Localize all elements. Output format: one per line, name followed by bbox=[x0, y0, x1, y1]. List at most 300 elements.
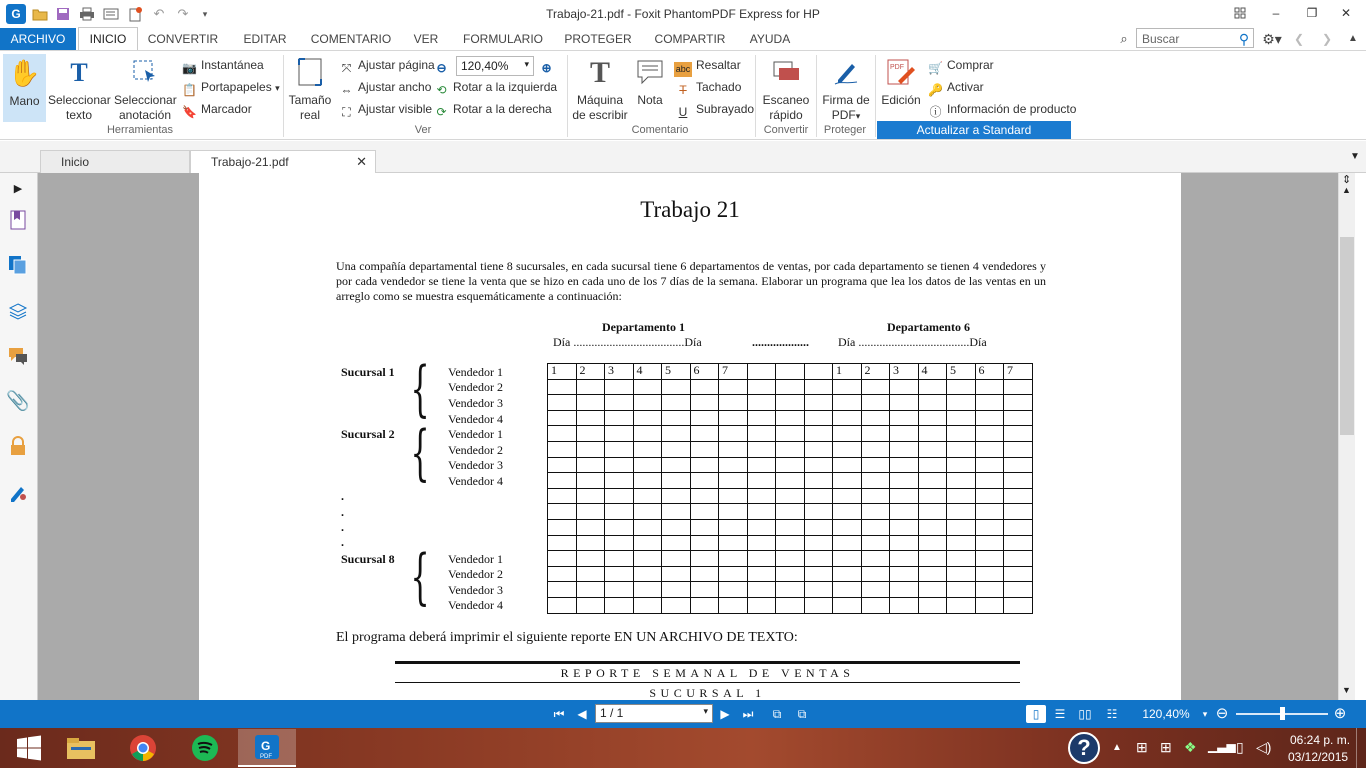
zoom-in-icon[interactable]: ⊕ bbox=[1333, 705, 1347, 722]
grid-cell bbox=[804, 364, 833, 380]
pdf-sign-dropdown-icon: ▾ bbox=[855, 111, 861, 121]
grid-cell bbox=[662, 582, 691, 598]
select-annotation-label-1: Seleccionar bbox=[114, 93, 177, 107]
highlight-label: Resaltar bbox=[696, 58, 741, 72]
grid-cell bbox=[633, 597, 662, 613]
grid-cell: 3 bbox=[890, 364, 919, 380]
grid-cell bbox=[776, 551, 805, 567]
ribbon-display-icon[interactable] bbox=[1220, 0, 1260, 26]
layers-panel-icon[interactable] bbox=[5, 298, 31, 324]
grid-cell bbox=[776, 582, 805, 598]
grid-cell bbox=[1004, 566, 1033, 582]
grid-cell bbox=[690, 379, 719, 395]
group-separator bbox=[816, 55, 817, 137]
grid-cell bbox=[1004, 551, 1033, 567]
signatures-panel-icon[interactable] bbox=[5, 479, 31, 505]
select-text-icon: T bbox=[70, 57, 88, 87]
grid-cell bbox=[975, 473, 1004, 489]
underline-label: Subrayado bbox=[696, 102, 755, 116]
select-annotation-button[interactable] bbox=[114, 55, 176, 123]
clipboard-label: Portapapeles bbox=[201, 80, 272, 94]
typewriter-button[interactable] bbox=[570, 55, 630, 123]
grid-cell bbox=[1004, 535, 1033, 551]
zoom-in-button[interactable] bbox=[539, 55, 558, 75]
grid-cell bbox=[576, 566, 605, 582]
svg-text:PDF: PDF bbox=[890, 64, 904, 71]
grid-cell bbox=[776, 504, 805, 520]
zoom-input[interactable] bbox=[456, 56, 534, 76]
grid-cell bbox=[548, 379, 577, 395]
forward-icon[interactable]: ❯ bbox=[1321, 32, 1333, 46]
fit-width-button[interactable] bbox=[339, 77, 431, 97]
network-icon[interactable]: ▁▃▅ bbox=[1208, 739, 1236, 753]
continuous-icon[interactable]: ☰ bbox=[1054, 707, 1066, 721]
grid-cell bbox=[833, 566, 862, 582]
underline-button[interactable] bbox=[674, 99, 754, 119]
clock-time[interactable]: 06:24 p. m. bbox=[1290, 733, 1351, 747]
next-page-icon[interactable]: ▶ bbox=[720, 707, 730, 721]
undo-icon[interactable]: ↶ bbox=[153, 6, 165, 21]
spotify-icon[interactable] bbox=[176, 729, 234, 767]
activate-label: Activar bbox=[947, 80, 984, 94]
battery-icon[interactable]: ▯ bbox=[1236, 739, 1244, 755]
grid-cell bbox=[662, 457, 691, 473]
group-convert-label: Convertir bbox=[763, 124, 809, 136]
document-tabs bbox=[0, 141, 1366, 173]
tab-start-page[interactable]: Inicio bbox=[40, 150, 190, 174]
grid-cell bbox=[1004, 457, 1033, 473]
grid-cell bbox=[833, 519, 862, 535]
grid-cell bbox=[633, 395, 662, 411]
scroll-up-icon[interactable]: ▲ bbox=[1342, 185, 1351, 195]
grid-cell bbox=[833, 457, 862, 473]
pen-icon bbox=[829, 55, 863, 89]
window-title: Trabajo-21.pdf - Foxit PhantomPDF Express for HP bbox=[546, 7, 820, 21]
grid-cell bbox=[861, 426, 890, 442]
grid-cell bbox=[662, 597, 691, 613]
grid-cell bbox=[548, 504, 577, 520]
grid-cell bbox=[975, 566, 1004, 582]
grid-cell bbox=[633, 504, 662, 520]
zoom-dropdown-icon[interactable]: ▾ bbox=[1202, 709, 1208, 719]
grid-cell bbox=[576, 519, 605, 535]
grid-cell bbox=[975, 379, 1004, 395]
continuous-facing-icon[interactable]: ☷ bbox=[1106, 707, 1118, 721]
grid-cell bbox=[548, 457, 577, 473]
grid-row bbox=[548, 519, 1033, 535]
quick-scan-button[interactable] bbox=[758, 55, 814, 123]
group-separator bbox=[875, 55, 876, 137]
status-bar bbox=[0, 700, 1366, 728]
grid-cell: 4 bbox=[918, 364, 947, 380]
tab-document[interactable] bbox=[190, 150, 376, 174]
document-intro: Una compañía departamental tiene 8 sucursales, en cada sucursal tiene 6 departamentos de ventas, por cada departamento se tienen 4 vendedores y por cada vendedor se tiene la venta que se hizo en cada uno de los 7 días de la semana. Elaborar un programa que lea los datos de las ventas en un arreglo como se muestra esquemáticamente a continuación: bbox=[336, 259, 1046, 303]
actual-size-button[interactable] bbox=[287, 55, 333, 123]
grid-cell bbox=[548, 488, 577, 504]
grid-cell bbox=[576, 504, 605, 520]
bookmarks-panel-icon[interactable] bbox=[5, 207, 31, 233]
grid-cell bbox=[747, 426, 776, 442]
tab-comentario[interactable]: COMENTARIO bbox=[310, 32, 392, 46]
bookmark-label: Marcador bbox=[201, 102, 252, 116]
grid-cell bbox=[947, 488, 976, 504]
grid-cell bbox=[747, 597, 776, 613]
grid-cell bbox=[890, 582, 919, 598]
snapshot-button[interactable] bbox=[182, 55, 264, 75]
volume-icon[interactable]: ◁) bbox=[1256, 739, 1272, 755]
tab-ver[interactable]: VER bbox=[413, 32, 439, 46]
zoom-level[interactable]: 120,40% bbox=[1142, 707, 1190, 721]
grid-cell bbox=[605, 379, 634, 395]
grid-cell bbox=[890, 473, 919, 489]
grid-cell bbox=[1004, 410, 1033, 426]
grid-cell bbox=[576, 441, 605, 457]
tab-inicio[interactable]: INICIO bbox=[78, 27, 138, 51]
grid-row bbox=[548, 582, 1033, 598]
continuation-dot: . bbox=[341, 520, 344, 534]
document-viewer[interactable] bbox=[38, 173, 1338, 700]
grid-cell bbox=[833, 441, 862, 457]
note-button[interactable] bbox=[632, 55, 668, 108]
taskbar bbox=[0, 728, 1366, 768]
grid-cell bbox=[1004, 504, 1033, 520]
highlight-icon: abc bbox=[674, 62, 692, 77]
grid-cell bbox=[861, 395, 890, 411]
grid-cell bbox=[576, 473, 605, 489]
fit-visible-label: Ajustar visible bbox=[358, 102, 433, 116]
svg-text:G: G bbox=[261, 739, 271, 753]
grid-row bbox=[548, 473, 1033, 489]
clipboard-dropdown-icon: ▾ bbox=[275, 83, 280, 93]
grid-cell bbox=[833, 488, 862, 504]
grid-cell bbox=[833, 395, 862, 411]
attachments-panel-icon[interactable]: 📎 bbox=[6, 391, 30, 412]
grid-cell bbox=[747, 551, 776, 567]
clipboard-button[interactable] bbox=[182, 77, 280, 97]
scroll-thumb[interactable] bbox=[1340, 237, 1354, 435]
grid-cell bbox=[833, 504, 862, 520]
start-button[interactable] bbox=[0, 729, 58, 767]
gear-icon[interactable]: ⚙▾ bbox=[1262, 31, 1282, 47]
highlight-button[interactable] bbox=[674, 55, 741, 75]
grid-cell bbox=[918, 551, 947, 567]
grid-cell bbox=[833, 410, 862, 426]
grid-cell bbox=[804, 535, 833, 551]
grid-cell bbox=[719, 566, 748, 582]
scanner-icon bbox=[769, 55, 803, 89]
scroll-down-icon[interactable]: ▼ bbox=[1342, 685, 1351, 695]
grid-cell bbox=[1004, 519, 1033, 535]
underline-icon: U bbox=[678, 105, 688, 119]
grid-cell: 7 bbox=[719, 364, 748, 380]
grid-cell bbox=[719, 535, 748, 551]
grid-cell bbox=[918, 519, 947, 535]
grid-cell bbox=[861, 551, 890, 567]
department-1-heading: Departamento 1 bbox=[602, 320, 685, 334]
search-input[interactable]: Buscar bbox=[1136, 28, 1254, 48]
grid-cell: 7 bbox=[1004, 364, 1033, 380]
single-page-icon[interactable]: ▯ bbox=[1026, 705, 1046, 723]
next-view-icon[interactable]: ⧉ bbox=[797, 707, 807, 721]
bookmark-button[interactable] bbox=[182, 99, 252, 119]
grid-cell bbox=[747, 441, 776, 457]
grid-cell bbox=[804, 519, 833, 535]
grid-cell bbox=[1004, 379, 1033, 395]
product-info-button[interactable] bbox=[928, 99, 1076, 119]
tab-formulario[interactable]: FORMULARIO bbox=[462, 32, 543, 46]
rotate-right-icon: ⟳ bbox=[436, 105, 447, 119]
group-separator bbox=[283, 55, 284, 137]
grid-cell bbox=[833, 473, 862, 489]
pdf-sign-label-2 bbox=[820, 108, 872, 124]
grid-cell bbox=[804, 457, 833, 473]
grid-cell bbox=[719, 457, 748, 473]
grid-cell: 1 bbox=[833, 364, 862, 380]
foxit-taskbar-icon[interactable] bbox=[238, 729, 296, 767]
zoom-slider-thumb[interactable] bbox=[1280, 707, 1285, 720]
facing-icon[interactable]: ▯▯ bbox=[1078, 707, 1092, 721]
grid-cell bbox=[633, 410, 662, 426]
tab-convertir[interactable]: CONVERTIR bbox=[147, 32, 219, 46]
hand-tool-button[interactable] bbox=[3, 54, 46, 122]
grid-cell bbox=[719, 597, 748, 613]
branch-label: Sucursal 8 bbox=[341, 552, 395, 566]
grid-cell bbox=[747, 535, 776, 551]
grid-cell bbox=[747, 519, 776, 535]
grid-cell: 6 bbox=[690, 364, 719, 380]
zoom-dropdown-icon[interactable]: ▾ bbox=[524, 59, 529, 69]
security-panel-icon[interactable] bbox=[5, 433, 31, 459]
seller-label: Vendedor 4 bbox=[448, 598, 503, 612]
grid-cell bbox=[947, 551, 976, 567]
rotate-left-button[interactable] bbox=[434, 77, 557, 97]
typewriter-label-2: de escribir bbox=[572, 108, 628, 122]
grid-cell bbox=[833, 582, 862, 598]
tab-ayuda[interactable]: AYUDA bbox=[749, 32, 791, 46]
grid-cell: 3 bbox=[605, 364, 634, 380]
strikeout-button[interactable] bbox=[674, 77, 741, 97]
tab-list-icon[interactable]: ▼ bbox=[1350, 151, 1360, 162]
grid-cell bbox=[975, 519, 1004, 535]
grid-row bbox=[548, 410, 1033, 426]
help-icon[interactable]: ? bbox=[1068, 732, 1100, 764]
close-button[interactable]: ✕ bbox=[1340, 6, 1352, 20]
grid-cell bbox=[633, 426, 662, 442]
bookmark-icon: 🔖 bbox=[182, 105, 197, 119]
pdf-sign-label-1: Firma de bbox=[822, 93, 870, 107]
buy-button[interactable] bbox=[928, 55, 994, 75]
grid-cell bbox=[861, 504, 890, 520]
program-text: El programa deberá imprimir el siguiente reporte EN UN ARCHIVO DE TEXTO: bbox=[336, 630, 798, 645]
fit-visible-button[interactable] bbox=[339, 99, 432, 119]
restore-button[interactable]: ❐ bbox=[1306, 6, 1318, 20]
grid-cell bbox=[918, 426, 947, 442]
navigation-panel bbox=[0, 173, 38, 700]
collapse-ribbon-icon[interactable]: ▲ bbox=[1348, 33, 1358, 44]
dropbox-icon[interactable]: ❖ bbox=[1184, 739, 1197, 755]
chrome-icon[interactable] bbox=[114, 729, 172, 767]
grid-cell bbox=[605, 395, 634, 411]
grid-cell bbox=[861, 582, 890, 598]
rotate-right-button[interactable] bbox=[434, 99, 552, 119]
grid-cell bbox=[890, 566, 919, 582]
grid-cell bbox=[861, 488, 890, 504]
grid-cell bbox=[947, 473, 976, 489]
grid-cell bbox=[747, 379, 776, 395]
actual-size-icon bbox=[293, 55, 327, 89]
grid-cell bbox=[918, 566, 947, 582]
previous-page-icon[interactable]: ◀ bbox=[577, 707, 587, 721]
info-icon: ⓘ bbox=[929, 105, 942, 119]
back-icon[interactable]: ❮ bbox=[1293, 32, 1305, 46]
grid-cell bbox=[576, 551, 605, 567]
ribbon bbox=[0, 50, 1366, 140]
grid-cell bbox=[690, 566, 719, 582]
select-annotation-label-2: anotación bbox=[118, 108, 172, 122]
quick-scan-label-1: Escaneo bbox=[762, 93, 810, 107]
grid-cell bbox=[776, 410, 805, 426]
grid-cell bbox=[576, 379, 605, 395]
grid-cell bbox=[605, 457, 634, 473]
grid-cell bbox=[690, 473, 719, 489]
grid-cell bbox=[719, 395, 748, 411]
grid-cell bbox=[947, 410, 976, 426]
grid-cell bbox=[662, 473, 691, 489]
grid-cell bbox=[975, 551, 1004, 567]
grid-cell bbox=[890, 441, 919, 457]
first-page-icon[interactable]: ⏮ bbox=[553, 707, 565, 721]
grid-cell bbox=[861, 410, 890, 426]
grid-cell bbox=[576, 582, 605, 598]
windows-tray-icon[interactable]: ⊞ bbox=[1160, 739, 1172, 755]
grid-cell bbox=[975, 457, 1004, 473]
grid-cell bbox=[719, 551, 748, 567]
grid-cell bbox=[776, 566, 805, 582]
fit-page-button[interactable] bbox=[339, 55, 435, 75]
grid-cell bbox=[833, 535, 862, 551]
activate-button[interactable] bbox=[928, 77, 984, 97]
grid-cell bbox=[605, 488, 634, 504]
camera-icon: 📷 bbox=[182, 61, 197, 75]
expand-panel-icon[interactable]: ▶ bbox=[13, 182, 23, 195]
grid-cell bbox=[747, 582, 776, 598]
grid-cell bbox=[833, 597, 862, 613]
note-label: Nota bbox=[637, 93, 663, 107]
grid-cell bbox=[548, 519, 577, 535]
grid-cell bbox=[947, 504, 976, 520]
select-text-button[interactable] bbox=[48, 55, 110, 123]
zoom-out-icon[interactable]: ⊖ bbox=[1215, 705, 1229, 722]
page-number-input[interactable] bbox=[595, 704, 713, 723]
customize-icon[interactable]: ▾ bbox=[202, 8, 208, 19]
grid-cell bbox=[975, 395, 1004, 411]
typewriter-label-1: Máquina bbox=[576, 93, 624, 107]
clock-date[interactable]: 03/12/2015 bbox=[1288, 750, 1349, 764]
grid-cell bbox=[576, 457, 605, 473]
vertical-scrollbar[interactable] bbox=[1338, 173, 1355, 700]
grid-cell bbox=[719, 379, 748, 395]
tab-editar[interactable]: EDITAR bbox=[243, 32, 287, 46]
show-desktop-button[interactable] bbox=[1356, 728, 1366, 768]
hand-label: Mano bbox=[9, 94, 40, 108]
buy-label: Comprar bbox=[947, 58, 994, 72]
grid-row bbox=[548, 379, 1033, 395]
grid-cell bbox=[690, 426, 719, 442]
grid-cell bbox=[662, 504, 691, 520]
actual-size-label-1: Tamaño bbox=[288, 93, 332, 107]
grid-cell bbox=[804, 410, 833, 426]
grid-cell bbox=[719, 519, 748, 535]
group-tools-label: Herramientas bbox=[106, 124, 174, 136]
pdf-page bbox=[199, 173, 1181, 700]
redo-icon[interactable]: ↷ bbox=[177, 6, 189, 21]
tab-proteger[interactable]: PROTEGER bbox=[564, 32, 632, 46]
grid-cell bbox=[576, 395, 605, 411]
grid-cell bbox=[1004, 395, 1033, 411]
last-page-icon[interactable]: ⏭ bbox=[742, 707, 754, 721]
grid-cell bbox=[833, 379, 862, 395]
grid-cell bbox=[548, 582, 577, 598]
close-tab-icon[interactable]: ✕ bbox=[356, 154, 367, 169]
edit-label: Edición bbox=[881, 93, 921, 107]
edit-button[interactable] bbox=[879, 55, 923, 108]
grid-cell bbox=[975, 488, 1004, 504]
find-icon[interactable]: ⌕ bbox=[1120, 31, 1128, 46]
search-icon[interactable]: ⚲ bbox=[1238, 31, 1250, 47]
cart-icon: 🛒 bbox=[928, 61, 943, 75]
grid-cell: 2 bbox=[576, 364, 605, 380]
windows-tray-icon[interactable]: ⊞ bbox=[1136, 739, 1148, 755]
fit-visible-icon: ⛶ bbox=[342, 105, 351, 119]
zoom-out-button[interactable] bbox=[434, 55, 453, 75]
grid-cell bbox=[890, 426, 919, 442]
grid-cell bbox=[776, 535, 805, 551]
pdf-sign-button[interactable] bbox=[820, 55, 872, 124]
grid-row bbox=[548, 488, 1033, 504]
page-dropdown-icon[interactable]: ▾ bbox=[703, 706, 708, 716]
continuation-dot: . bbox=[341, 535, 344, 549]
grid-cell bbox=[747, 410, 776, 426]
fit-width-label: Ajustar ancho bbox=[358, 80, 432, 94]
grid-cell bbox=[804, 473, 833, 489]
comments-panel-icon[interactable] bbox=[5, 343, 31, 369]
tab-archivo[interactable]: ARCHIVO bbox=[0, 28, 76, 50]
grid-cell bbox=[776, 441, 805, 457]
previous-view-icon[interactable]: ⧉ bbox=[772, 707, 782, 721]
minimize-button[interactable]: – bbox=[1272, 6, 1280, 20]
tab-compartir[interactable]: COMPARTIR bbox=[654, 32, 726, 46]
upgrade-button[interactable]: Actualizar a Standard bbox=[877, 121, 1071, 139]
grid-cell bbox=[605, 582, 634, 598]
show-hidden-icons-icon[interactable]: ▲ bbox=[1112, 742, 1122, 753]
page-number-value: 1 / 1 bbox=[600, 706, 624, 720]
split-icon[interactable]: ⇕ bbox=[1342, 174, 1352, 186]
grid-cell bbox=[861, 473, 890, 489]
actual-size-label-2: real bbox=[299, 108, 320, 122]
grid-cell bbox=[1004, 488, 1033, 504]
grid-cell bbox=[690, 395, 719, 411]
pages-panel-icon[interactable] bbox=[5, 252, 31, 278]
fit-width-icon: ⇔ bbox=[340, 83, 353, 97]
grid-cell bbox=[776, 379, 805, 395]
file-explorer-icon[interactable] bbox=[52, 729, 110, 767]
grid-cell bbox=[548, 441, 577, 457]
grid-cell bbox=[890, 551, 919, 567]
app-logo-icon[interactable]: G bbox=[6, 4, 26, 24]
seller-label: Vendedor 4 bbox=[448, 412, 503, 426]
grid-cell bbox=[975, 535, 1004, 551]
grid-cell bbox=[690, 597, 719, 613]
